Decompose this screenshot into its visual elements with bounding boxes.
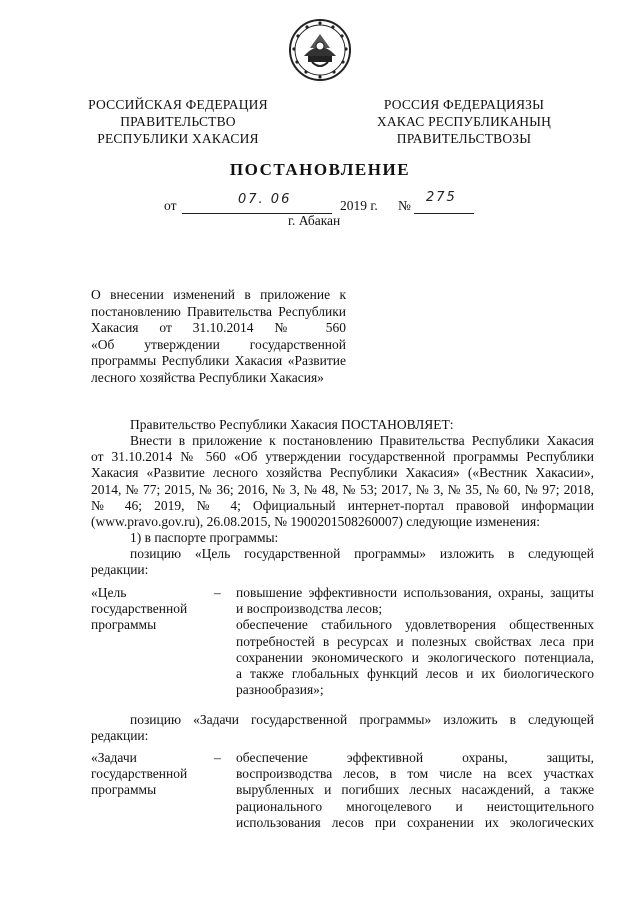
goal-text-line: повышение эффективности использования, охраны, защиты xyxy=(236,585,594,600)
header-left xyxy=(80,96,276,147)
goal-label-line: «Цель xyxy=(91,585,127,600)
handwritten-number: 275 xyxy=(426,190,457,205)
header-right-line: РОССИЯ ФЕДЕРАЦИЯЗЫ xyxy=(383,97,545,112)
subject-line: Хакасия от 31.10.2014 № 560 xyxy=(91,320,346,335)
subject-line: постановлению Правительства Республики xyxy=(91,303,346,319)
subject-line: «Об утверждении государственной xyxy=(91,336,346,352)
tasks-label-line: программы xyxy=(91,782,157,798)
intro-paragraph xyxy=(91,433,594,530)
position-line: позицию «Задачи государственной программы» изложить в следующей xyxy=(130,712,594,727)
tasks-label-line: государственной xyxy=(91,766,188,782)
coat-of-arms-emblem xyxy=(288,18,352,82)
header-left-line: РОССИЙСКАЯ ФЕДЕРАЦИЯ xyxy=(88,97,268,112)
goal-text-line: а также глобальных функций лесов и их биологического xyxy=(236,666,594,682)
intro-line: № 46; 2019, № 4; Официальный интернет-портал правовой информации xyxy=(91,497,594,513)
intro-line: от 31.10.2014 № 560 «Об утверждении государственной программы Республики xyxy=(91,449,594,465)
intro-line: Внести в приложение к постановлению Правительства Республики Хакасия xyxy=(130,433,594,448)
subject-block xyxy=(91,287,346,386)
year-label: 2019 г. xyxy=(340,198,378,213)
subject-line: программы Республики Хакасия «Развитие xyxy=(91,353,346,368)
goal-label-line: программы xyxy=(91,617,157,633)
city-label: г. Абакан xyxy=(288,213,341,228)
position-line: редакции: xyxy=(91,728,149,744)
item-1: 1) в паспорте программы: xyxy=(130,530,279,545)
tasks-label xyxy=(91,750,221,799)
tasks-dash: – xyxy=(214,750,221,765)
tasks-text-line: рационального многоцелевого и неистощительного xyxy=(236,798,594,814)
goal-text-line: разнообразия»; xyxy=(236,682,324,698)
decree-statement: Правительство Республики Хакасия ПОСТАНОВЛЯЕТ: xyxy=(130,417,454,432)
header-right-line: ПРАВИТЕЛЬСТВОЗЫ xyxy=(396,131,532,146)
tasks-text-line: использования лесов при сохранении их экологических xyxy=(236,814,594,830)
tasks-label-line: «Задачи xyxy=(91,750,137,765)
goal-text xyxy=(236,585,594,698)
goal-dash: – xyxy=(214,585,221,600)
header-left-line: РЕСПУБЛИКИ ХАКАСИЯ xyxy=(97,131,259,146)
position-line: редакции: xyxy=(91,562,149,578)
subject-line: лесного хозяйства Республики Хакасия» xyxy=(91,369,324,385)
goal-text-line: потребностей в ресурсах и полезных свойствах леса при xyxy=(236,633,594,649)
document-title: ПОСТАНОВЛЕНИЕ xyxy=(229,160,411,179)
header-right xyxy=(366,96,562,147)
goal-label-line: государственной xyxy=(91,601,188,617)
number-label: № xyxy=(398,198,411,213)
goal-text-line: и воспроизводства лесов; xyxy=(236,601,383,617)
tasks-text-line: обеспечение эффективной охраны, защиты, xyxy=(236,750,594,765)
goal-text-line: сохранении экономического и экологического потенциала, xyxy=(236,649,594,665)
intro-line: (www.pravo.gov.ru), 26.08.2015, № 1900201508260007) следующие изменения: xyxy=(91,514,540,530)
tasks-text-line: вырубленных и погибших лесных насаждений, а также xyxy=(236,782,594,798)
header-left-line: ПРАВИТЕЛЬСТВО xyxy=(120,114,236,129)
date-line xyxy=(0,190,640,228)
position-tasks-paragraph xyxy=(91,712,594,744)
header-right-line: ХАКАС РЕСПУБЛИКАНЫҢ xyxy=(376,114,552,129)
tasks-text-line: воспроизводства лесов, в том числе на всех участках xyxy=(236,766,594,782)
tasks-text xyxy=(236,750,594,831)
position-line: позицию «Цель государственной программы» изложить в следующей xyxy=(130,546,594,561)
date-from-label: от xyxy=(164,198,177,213)
goal-text-line: обеспечение стабильного удовлетворения общественных xyxy=(236,617,594,633)
intro-line: 2014, № 77; 2015, № 36; 2016, № 3, № 48, № 53; 2017, № 3, № 35, № 60, № 97; 2018, xyxy=(91,481,594,497)
subject-line: О внесении изменений в приложение к xyxy=(91,287,346,302)
intro-line: Хакасия «Развитие лесного хозяйства Республики Хакасия» («Вестник Хакасии», xyxy=(91,465,594,481)
handwritten-date: 07. 06 xyxy=(238,192,292,207)
position-goal-paragraph xyxy=(91,546,594,578)
goal-label xyxy=(91,585,221,634)
